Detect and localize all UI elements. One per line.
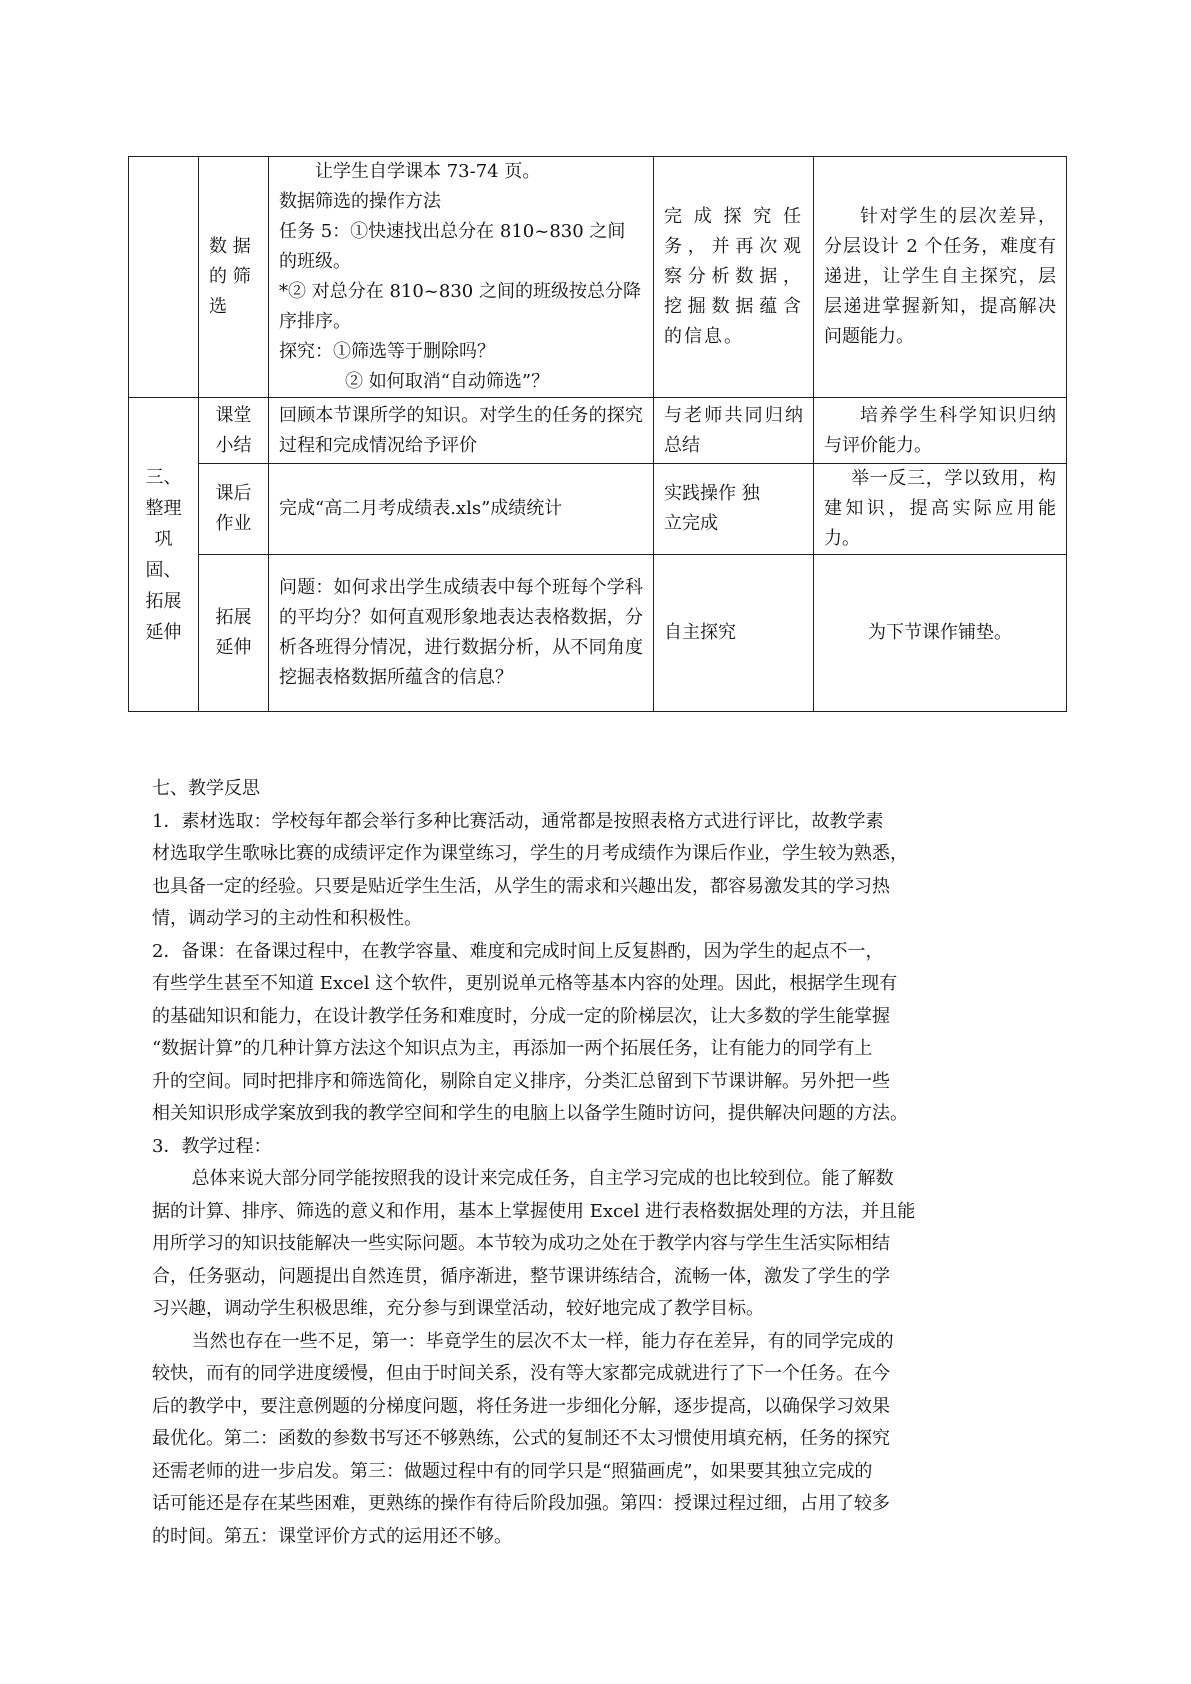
reflection-line: 升的空间。同时把排序和筛选简化，剔除自定义排序，分类汇总留到下节课讲解。另外把一些 (152, 1070, 890, 1092)
intent-cell-data-filter (814, 157, 1067, 398)
stage-cell-empty (129, 157, 199, 398)
part-cell-extension (199, 555, 269, 712)
student-activity-homework: 实践操作 独立完成 (664, 483, 760, 534)
student-activity-class-summary: 与老师共同归纳总结 (664, 404, 803, 456)
reflection-line: 较快，而有的同学进度缓慢，但由于时间关系，没有等大家都完成就进行了下一个任务。在今 (152, 1363, 890, 1384)
part-cell-class-summary (199, 398, 269, 464)
design-intent-data-filter: 针对学生的层次差异，分层设计 2 个任务，难度有递进，让学生自主探究，层层递进掌握新知，提高解决问题能力。 (824, 206, 1056, 347)
reflection-line: 相关知识形成学案放到我的教学空间和学生的电脑上以备学生随时访问，提供解决问题的方法。 (152, 1103, 908, 1124)
content-line: 任务 5：①快速找出总分在 810~830 之间的班级。 (279, 221, 626, 272)
content-line: 让学生自学课本 73-74 页。 (315, 161, 541, 182)
content-homework: 完成“高二月考成绩表.xls”成绩统计 (279, 498, 563, 519)
part-label-extension: 拓展 延伸 (215, 607, 252, 658)
reflection-line: 有些学生甚至不知道 Excel 这个软件，更别说单元格等基本内容的处理。因此，根据学生现有 (152, 973, 898, 994)
content-line: 探究：①筛选等于删除吗？ (279, 341, 495, 362)
reflection-line: 还需老师的进一步启发。第三：做题过程中有的同学只是“照猫画虎”，如果要其独立完成的 (152, 1460, 873, 1482)
design-intent-homework: 举一反三，学以致用，构建知识，提高实际应用能力。 (824, 468, 1056, 549)
design-intent-extension: 为下节课作铺垫。 (868, 622, 1012, 643)
stage-label-consolidate: 三、 整理 巩固、 拓展 延伸 (145, 466, 182, 643)
part-label-class-summary: 课堂 小结 (215, 404, 252, 456)
reflection-line: 2．备课：在备课过程中，在教学容量、难度和完成时间上反复斟酌，因为学生的起点不一， (152, 940, 884, 962)
content-cell-data-filter (269, 157, 654, 398)
reflection-line: 据的计算、排序、筛选的意义和作用，基本上掌握使用 Excel 进行表格数据处理的方法，并且能 (152, 1200, 916, 1222)
part-cell-homework (199, 464, 269, 555)
part-label-data-filter: 数 据 的 筛 选 (209, 236, 251, 317)
student-cell-homework (654, 464, 814, 555)
student-cell-extension (654, 555, 814, 712)
lesson-plan-table (128, 156, 1067, 712)
part-cell-data-filter (199, 157, 269, 398)
reflection-line: 习兴趣，调动学生积极思维，充分参与到课堂活动，较好地完成了教学目标。 (152, 1298, 764, 1319)
intent-cell-extension (814, 555, 1067, 712)
content-cell-class-summary (269, 398, 654, 464)
reflection-line: 总体来说大部分同学能按照我的设计来完成任务，自主学习完成的也比较到位。能了解数 (191, 1168, 894, 1189)
table-row-extension (129, 555, 1067, 712)
reflection-line: 用所学习的知识技能解决一些实际问题。本节较为成功之处在于教学内容与学生生活实际相结 (152, 1233, 890, 1254)
table-row-class-summary (129, 398, 1067, 464)
content-cell-extension (269, 555, 654, 712)
content-extension: 问题：如何求出学生成绩表中每个班每个学科的平均分？如何直观形象地表达表格数据，分析各班得分情况，进行数据分析，从不同角度挖掘表格数据所蕴含的信息？ (279, 577, 643, 688)
reflection-line: 后的教学中，要注意例题的分梯度问题，将任务进一步细化分解，逐步提高，以确保学习效果 (152, 1395, 890, 1417)
design-intent-class-summary: 培养学生科学知识归纳与评价能力。 (824, 404, 1056, 456)
reflection-line: 最优化。第二：函数的参数书写还不够熟练，公式的复制还不太习惯使用填充柄，任务的探究 (152, 1428, 890, 1449)
reflection-line: “数据计算”的几种计算方法这个知识点为主，再添加一两个拓展任务，让有能力的同学有上 (152, 1038, 873, 1059)
stage-cell-consolidate (129, 398, 199, 712)
reflection-line: 的时间。第五：课堂评价方式的运用还不够。 (152, 1525, 512, 1547)
reflection-line: 的基础知识和能力，在设计教学任务和难度时，分成一定的阶梯层次，让大多数的学生能掌握 (152, 1005, 890, 1027)
student-activity-extension: 自主探究 (664, 622, 736, 643)
teaching-reflection-section (152, 773, 1042, 1553)
reflection-line: 合，任务驱动，问题提出自然连贯，循序渐进，整节课讲练结合，流畅一体，激发了学生的学 (152, 1265, 890, 1287)
student-cell-class-summary (654, 398, 814, 464)
table-row-data-filter (129, 157, 1067, 398)
content-cell-homework (269, 464, 654, 555)
intent-cell-homework (814, 464, 1067, 555)
reflection-line: 也具备一定的经验。只要是贴近学生生活，从学生的需求和兴趣出发，都容易激发其的学习热 (152, 875, 890, 897)
part-label-homework: 课后 作业 (215, 483, 252, 534)
section-heading: 七、教学反思 (152, 778, 260, 799)
reflection-line: 3．教学过程： (152, 1135, 272, 1157)
intent-cell-class-summary (814, 398, 1067, 464)
reflection-line: 当然也存在一些不足，第一：毕竟学生的层次不太一样，能力存在差异，有的同学完成的 (191, 1330, 894, 1352)
student-activity-data-filter: 完成探究任务，并再次观察分析数据，挖掘数据蕴含的信息。 (664, 206, 803, 347)
reflection-line: 话可能还是存在某些困难，更熟练的操作有待后阶段加强。第四：授课过程过细，占用了较多 (152, 1493, 890, 1514)
content-class-summary: 回顾本节课所学的知识。对学生的任务的探究过程和完成情况给予评价 (279, 404, 643, 456)
reflection-line: 1．素材选取：学校每年都会举行多种比赛活动，通常都是按照表格方式进行评比，故教学素 (152, 810, 884, 832)
content-line: ② 如何取消“自动筛选”？ (345, 371, 550, 392)
reflection-line: 材选取学生歌咏比赛的成绩评定作为课堂练习，学生的月考成绩作为课后作业，学生较为熟悉， (152, 843, 908, 864)
content-line: 数据筛选的操作方法 (279, 191, 441, 212)
content-line: *② 对总分在 810~830 之间的班级按总分降序排序。 (279, 281, 641, 332)
student-cell-data-filter (654, 157, 814, 398)
reflection-line: 情，调动学习的主动性和积极性。 (152, 908, 422, 929)
table-row-homework (129, 464, 1067, 555)
